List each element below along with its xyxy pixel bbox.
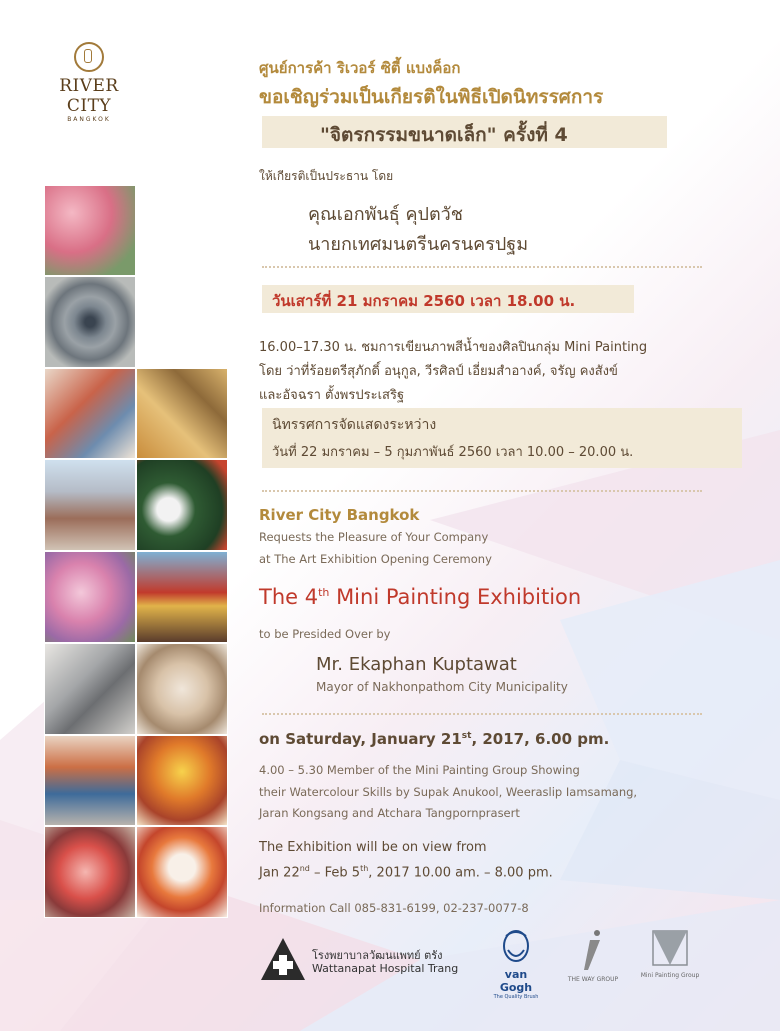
thai-guest-role: นายกเทศมนตรีนครนครปฐม	[308, 234, 529, 255]
english-demo-line-1: 4.00 – 5.30 Member of the Mini Painting Group Showing	[259, 763, 580, 777]
vangogh-name: van Gogh	[499, 968, 533, 994]
river-city-logo	[36, 42, 142, 123]
vangogh-logo	[488, 928, 544, 1000]
english-presided-label: to be Presided Over by	[259, 627, 391, 641]
english-view-line-1: The Exhibition will be on view from	[259, 840, 487, 855]
mini-painting-group-mark-icon	[650, 928, 690, 968]
painting-grey-dragon	[44, 643, 136, 735]
painting-dragon	[44, 368, 136, 459]
divider	[262, 266, 702, 268]
painting-pink-flowers	[44, 551, 136, 643]
divider	[262, 713, 702, 715]
thai-show-title: นิทรรศการจัดแสดงระหว่าง	[272, 417, 437, 433]
english-info-line: Information Call 085-831-6199, 02-237-0077-8	[259, 901, 529, 915]
painting-temple-detail	[136, 368, 228, 459]
thai-demo-line-3: และอัจฉรา ตั้งพรประเสริฐ	[259, 388, 405, 403]
divider	[262, 490, 702, 492]
thai-demo-line-1: 16.00–17.30 น. ชมการเขียนภาพสีน้ำของศิลปินกลุ่ม Mini Painting	[259, 340, 648, 355]
thai-exhibition-title: "จิตรกรรมขนาดเล็ก" ครั้งที่ 4	[320, 124, 568, 146]
painting-street	[44, 459, 136, 551]
english-view-line-2: Jan 22nd – Feb 5th, 2017 10.00 am. – 8.00 pm.	[259, 864, 553, 881]
mini-painting-group-label: Mini Painting Group	[640, 972, 700, 979]
thai-host-line: ศูนย์การค้า ริเวอร์ ซิตี้ แบงค็อก	[259, 59, 461, 77]
painting-squirrels	[136, 459, 228, 551]
english-demo-line-3: Jaran Kongsang and Atchara Tangpornprasert	[259, 806, 520, 820]
thai-invite-line: ขอเชิญร่วมเป็นเกียรติในพิธีเปิดนิทรรศการ	[259, 86, 604, 108]
english-opening-date: on Saturday, January 21st, 2017, 6.00 pm.	[259, 730, 610, 748]
painting-shrine	[136, 551, 228, 643]
vangogh-portrait-icon	[488, 928, 544, 968]
hospital-logo	[258, 935, 308, 985]
hospital-name-th: โรงพยาบาลวัฒนแพทย์ ตรัง	[312, 949, 443, 962]
english-request-line-2: at The Art Exhibition Opening Ceremony	[259, 552, 492, 566]
logo-name: RIVER CITY	[59, 76, 119, 116]
logo-sub: BANGKOK	[67, 116, 111, 123]
hospital-name-en: Wattanapat Hospital Trang	[312, 962, 459, 975]
the-way-group-logo	[558, 928, 628, 983]
the-way-group-label: THE WAY GROUP	[567, 976, 619, 983]
painting-mandala	[44, 276, 136, 368]
english-guest-role: Mayor of Nakhonpathom City Municipality	[316, 680, 568, 694]
english-request-line-1: Requests the Pleasure of Your Company	[259, 530, 489, 544]
english-guest-name: Mr. Ekaphan Kuptawat	[316, 654, 517, 675]
painting-cherry-blossom	[44, 185, 136, 276]
painting-orange-flowers	[136, 826, 228, 918]
painting-tuktuk-street	[44, 735, 136, 826]
english-demo-line-2: their Watercolour Skills by Supak Anukool, Weeraslip Iamsamang,	[259, 785, 638, 799]
river-city-emblem-icon	[74, 42, 104, 72]
thai-show-dates: วันที่ 22 มกราคม – 5 กุมภาพันธ์ 2560 เวลา 10.00 – 20.00 น.	[272, 445, 634, 460]
painting-autumn-leaves	[136, 735, 228, 826]
english-exhibition-title: The 4th Mini Painting Exhibition	[259, 585, 582, 609]
english-host: River City Bangkok	[259, 506, 420, 524]
hospital-cross-icon	[258, 935, 308, 985]
thai-demo-line-2: โดย ว่าที่ร้อยตรีสุภักดิ์ อนุกูล, วีรศิลป์ เอี่ยมสำอางค์, จรัญ คงสังข์	[259, 364, 618, 379]
thai-opening-date: วันเสาร์ที่ 21 มกราคม 2560 เวลา 18.00 น.	[272, 292, 576, 310]
painting-red-bloom	[44, 826, 136, 918]
thai-presided-label: ให้เกียรติเป็นประธาน โดย	[259, 169, 394, 183]
the-way-group-mark-icon	[578, 928, 608, 972]
mini-painting-group-logo	[630, 928, 710, 979]
thai-guest-name: คุณเอกพันธุ์ คุปตวัช	[308, 204, 463, 225]
vangogh-sub: The Quality Brush	[493, 994, 539, 1000]
painting-ganesha	[136, 643, 228, 735]
